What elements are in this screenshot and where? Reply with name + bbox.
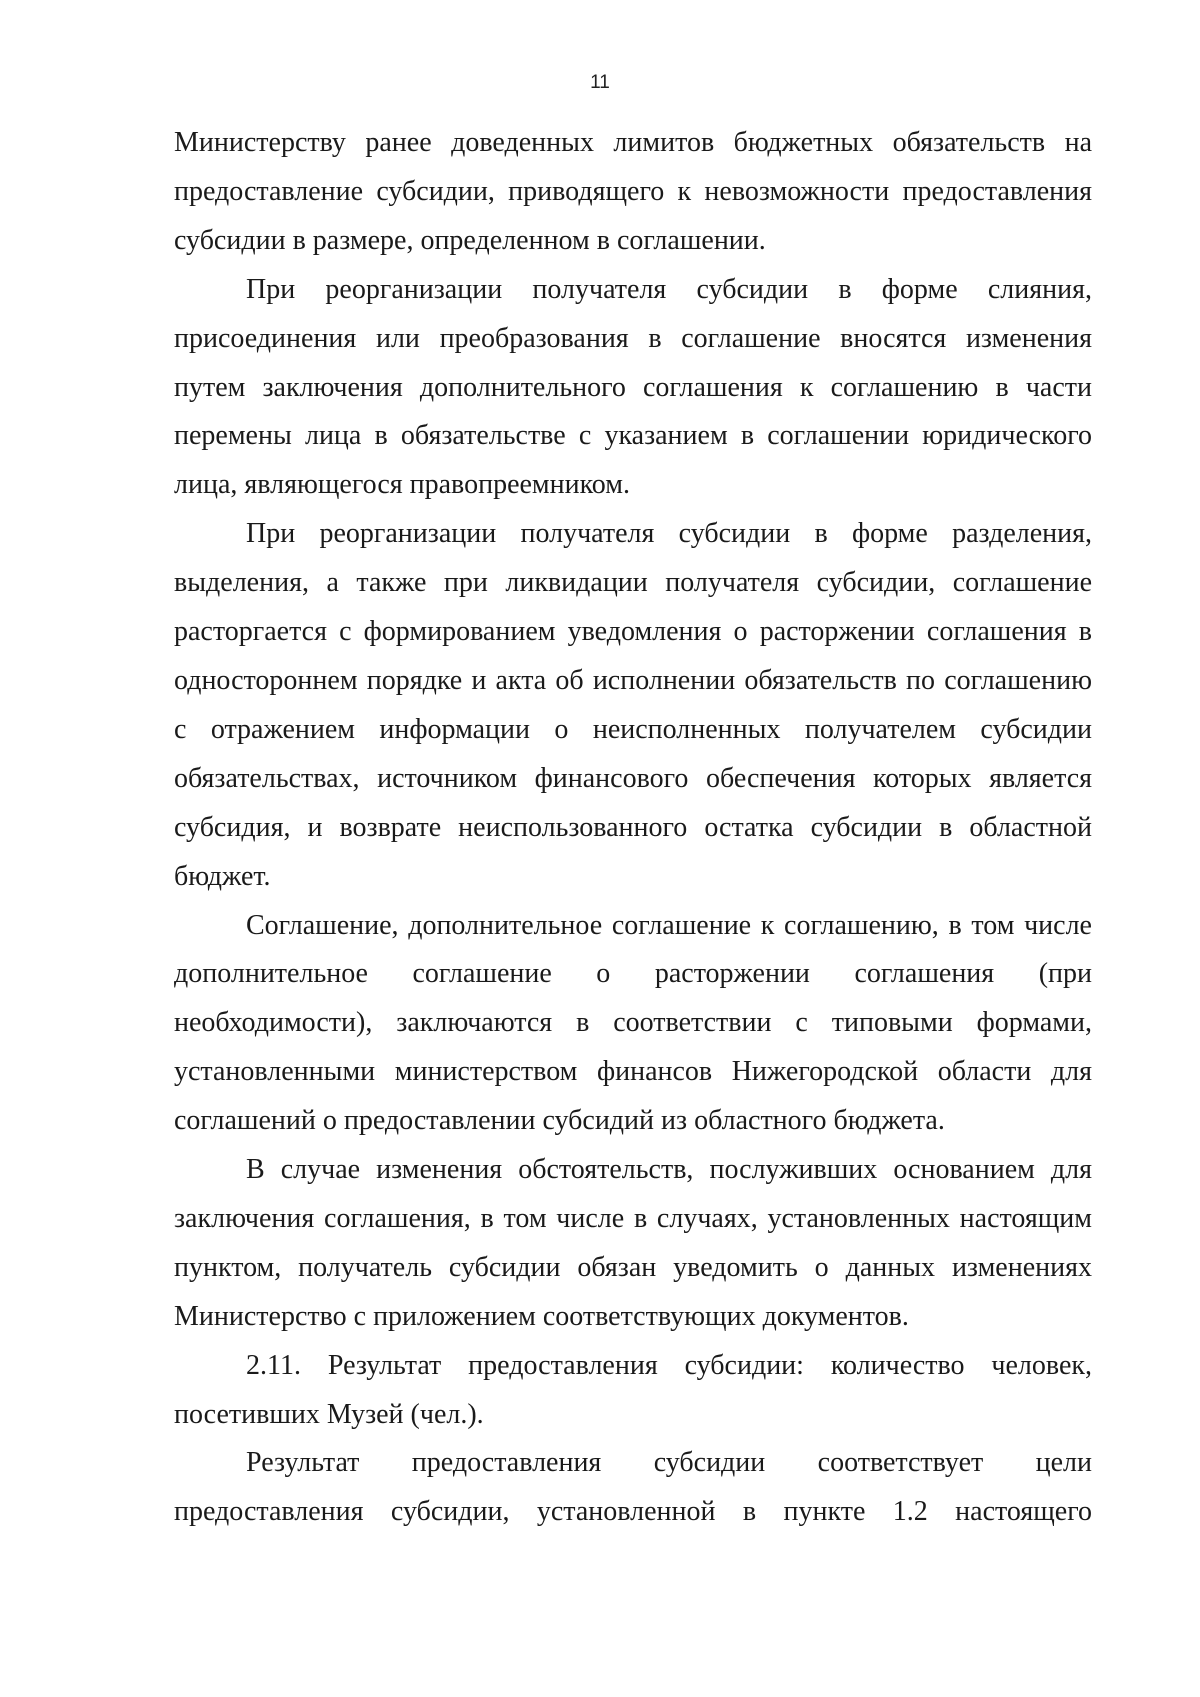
paragraph-agreement-forms: Соглашение, дополнительное соглашение к соглашению, в том числе дополнительное соглашение о расторжении соглашения (при необходимости), заключаются в соответствии с типовыми формами, установленными министерством финансов Нижегородской области для соглашений о предоставлении субсидий из областного бюджета.: [174, 909, 1092, 1137]
paragraph-subsidy-result: 2.11. Результат предоставления субсидии: количество человек, посетивших Музей (чел.).: [174, 1349, 1092, 1430]
paragraph-continuation: Министерству ранее доведенных лимитов бюджетных обязательств на предоставление субсидии, приводящего к невозможности предоставления субсидии в размере, определенном в соглашении.: [174, 127, 1092, 256]
paragraph-circumstances-change: В случае изменения обстоятельств, послуживших основанием для заключения соглашения, в том числе в случаях, установленных настоящим пунктом, получатель субсидии обязан уведомить о данных изменениях Министерство с приложением соответствующих документов.: [174, 1154, 1092, 1332]
document-body: [174, 119, 1092, 1537]
paragraph-result-correspondence: Результат предоставления субсидии соответствует цели предоставления субсидии, установленной в пункте 1.2 настоящего: [174, 1447, 1092, 1528]
paragraph-reorganization-division: При реорганизации получателя субсидии в форме разделения, выделения, а также при ликвидации получателя субсидии, соглашение расторгается с формированием уведомления о расторжении соглашения в одностороннем порядке и акта об исполнении обязательств по соглашению с отражением информации о неисполненных получателем субсидии обязательствах, источником финансового обеспечения которых является субсидия, и возврате неиспользованного остатка субсидии в областной бюджет.: [174, 518, 1092, 892]
paragraph-reorganization-merger: При реорганизации получателя субсидии в форме слияния, присоединения или преобразования в соглашение вносятся изменения путем заключения дополнительного соглашения к соглашению в части перемены лица в обязательстве с указанием в соглашении юридического лица, являющегося правопреемником.: [174, 273, 1092, 501]
page-number: 11: [590, 72, 610, 93]
